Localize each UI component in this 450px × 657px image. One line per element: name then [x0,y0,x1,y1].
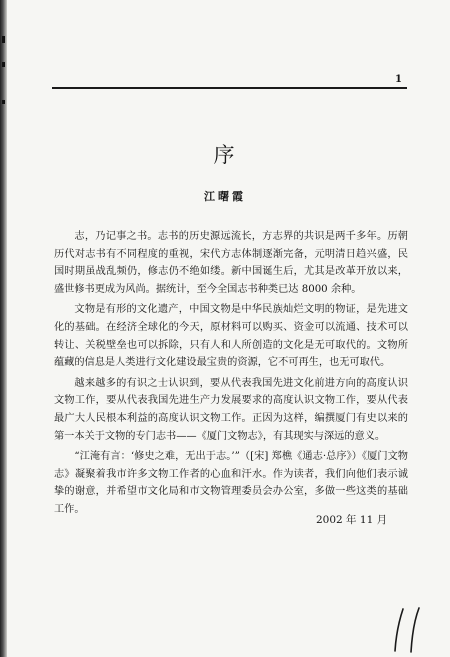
header-rule [52,87,407,89]
page-title: 序 [213,143,237,167]
scan-mark [2,36,5,43]
handwritten-mark [393,607,425,653]
paragraph: “江淹有言：‘修史之难，无出于志。’”（[宋] 郑樵《通志·总序》）《厦门文物志》凝聚着我市许多文物工作者的心血和汗水。作为读者，我们向他们表示诚挚的谢意，并希望市文化局和市文物管理委员会办公室，多做一些这类的基础工作。 [54,451,408,515]
paragraph: 越来越多的有识之士认识到，要从代表我国先进文化前进方向的高度认识文物工作，要从代表我国先进生产力发展要求的高度认识文物工作，要从代表最广大人民根本利益的高度认识文物工作。正因为这样，编撰厦门有史以来的第一本关于文物的专门志书——《厦门文物志》，有其现实与深远的意义。 [54,377,408,442]
paragraph: 文物是有形的文化遗产，中国文物是中华民族灿烂文明的物证，是先进文化的基础。在经济全球化的今天，原材料可以购买、资金可以流通、技术可以转让、关税壁垒也可以拆除，只有人和人所创造的文化是无可取代的。文物所蕴藏的信息是人类进行文化建设最宝贵的资源，它不可再生，也无可取代。 [54,304,408,369]
page-number: 1 [395,74,402,85]
paragraph: 志，乃记事之书。志书的历史源远流长，方志界的共识是两千多年。历朝历代对志书有不同程度的重视，宋代方志体制逐渐完备，元明清日趋兴盛，民国时期虽战乱频仍，修志仍不绝如缕。新中国诞生后，尤其是改革开放以来，盛世修书更成为风尚。据统计，至今全国志书种类已达 8000 余种。 [54,231,408,295]
scan-mark [2,100,5,104]
author-name: 江曙霞 [204,190,246,203]
signature-date: 2002 年 11 月 [316,514,388,526]
scan-binding-edge [0,0,7,657]
scan-mark [2,62,5,67]
preface-body [54,228,408,522]
